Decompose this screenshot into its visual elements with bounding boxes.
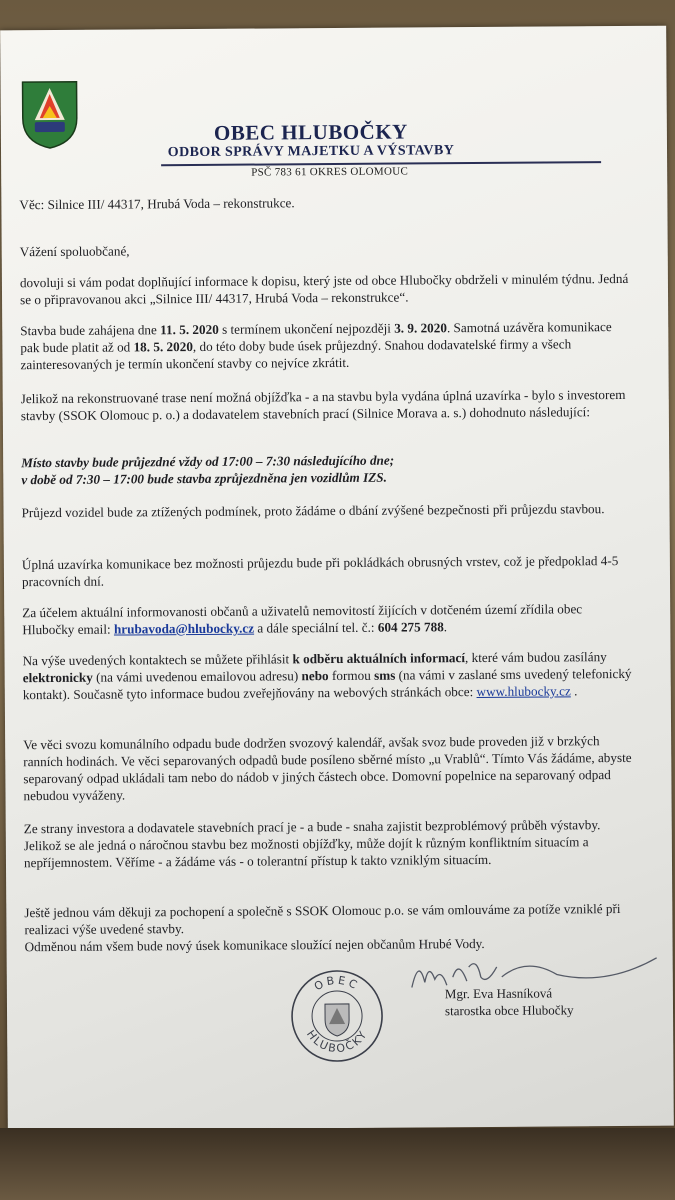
end-date: 3. 9. 2020 (394, 320, 447, 336)
passage-schedule: Místo stavby bude průjezdné vždy od 17:00 – 7:30 následujícího dne; v době od 7:30 – 17:00 bude stavba zprůjezdněna jen vozidlům IZS. (21, 452, 395, 488)
svg-text:OBEC (312, 974, 362, 994)
closure-date: 18. 5. 2020 (133, 339, 193, 355)
stamp-bottom-text: HLUBOČKY (303, 1027, 371, 1056)
phone-number: 604 275 788 (377, 619, 444, 635)
signer-role: starostka obce Hlubočky (444, 1002, 574, 1019)
municipality-title: OBEC HLUBOČKY (213, 119, 408, 145)
signer-name: Mgr. Eva Hasníková (444, 985, 553, 1002)
subject-line: Věc: Silnice III/ 44317, Hrubá Voda – rekonstrukce. (19, 195, 295, 213)
address-line: PSČ 783 61 OKRES OLOMOUC (251, 165, 409, 179)
table-surface (0, 1128, 675, 1200)
department-title: ODBOR SPRÁVY MAJETKU A VÝSTAVBY (167, 143, 455, 161)
paragraph-7: Za účelem aktuální informovanosti občanů a uživatelů nemovitostí žijících v dotčeném území zřídila obec Hlubočky email: hrubavoda@hlubocky.cz a dále speciální tel. č.: 604 275 788. (22, 601, 583, 638)
greeting: Vážení spoluobčané, (19, 243, 130, 260)
paragraph-2: Stavba bude zahájena dne 11. 5. 2020 s termínem ukončení nejpozději 3. 9. 2020. Samotná uzávěra komunikace pak bude platit až od 18. 5. 2020, do této doby bude úsek průjezdný. Snahou dodavatelské firmy a všech zainteresovaných je termín ukončení stavby co nejvíce zkrátit. (20, 319, 612, 373)
paragraph-12: Odměnou nám všem bude nový úsek komunikace sloužící nejen občanům Hrubé Vody. (24, 935, 485, 955)
website-link[interactable]: www.hlubocky.cz (476, 683, 571, 700)
start-date: 11. 5. 2020 (160, 321, 219, 338)
stamp-top-text: OBEC (311, 973, 362, 994)
paragraph-9: Ve věci svozu komunálního odpadu bude dodržen svozový kalendář, avšak svoz bude proveden již v brzkých ranních hodinách. Ve věci separovaných odpadů bude posíleno sběrné místo „u Vrablů“. Tímto Vás žádáme, abyste separovaný odpad ukládali tam nebo do nádob v jiných částech obce. Domovní popelnice na separovaný odpad nebudou vyváženy. (23, 733, 632, 804)
paragraph-11: Ještě jednou vám děkuji za pochopení a společně s SSOK Olomouc p.o. se vám omlouváme za potíže vzniklé při realizaci výše uvedené stavby. (24, 901, 621, 938)
paragraph-8: Na výše uvedených kontaktech se můžete přihlásit k odběru aktuálních informací, které vám budou zasílány elektronicky (na vámi uvedenou emailovou adresu) nebo formou sms (na vámi v zaslané sms uvedený telefonický kontakt). Současně tyto informace budou zveřejňovány na webových stránkách obce: www.hlubocky.cz . (22, 649, 632, 703)
municipal-stamp-icon (289, 968, 386, 1065)
signature-block (445, 984, 574, 1019)
letter-page (0, 26, 674, 1131)
paragraph-3: Jelikož na rekonstruované trase není možná objížďka - a na stavbu byla vydána úplná uzavírka - bylo s investorem stavby (SSOK Olomouc p. o.) a dodavatelem stavebních prací (Silnice Morava a. s.) dohodnuto následující: (20, 386, 626, 424)
paragraph-1: dovoluji si vám podat doplňující informace k dopisu, který jste od obce Hlubočky obdrželi v minulém týdnu. Jedná se o připravovanou akci „Silnice III/ 44317, Hrubá Voda – rekonstrukce“. (19, 270, 629, 308)
paragraph-10: Ze strany investora a dodavatele stavebních prací je - a bude - snaha zajistit bezproblémový průběh výstavby. Jelikož se ale jedná o náročnou stavbu bez možnosti objížďky, může dojít k různým konfliktním situacím a nepříjemnostem. Věříme - a žádáme vás - o tolerantní přístup k takto vzniklým situacím. (23, 817, 601, 871)
paragraph-6: Úplná uzavírka komunikace bez možnosti průjezdu bude při pokládkách obrusných vrstev, což je předpoklad 4-5 pracovních dní. (21, 553, 619, 590)
email-link[interactable]: hrubavoda@hlubocky.cz (113, 620, 255, 637)
paragraph-5: Průjezd vozidel bude za ztížených podmínek, proto žádáme o dbání zvýšené bezpečnosti při průjezdu stavbou. (21, 501, 605, 521)
